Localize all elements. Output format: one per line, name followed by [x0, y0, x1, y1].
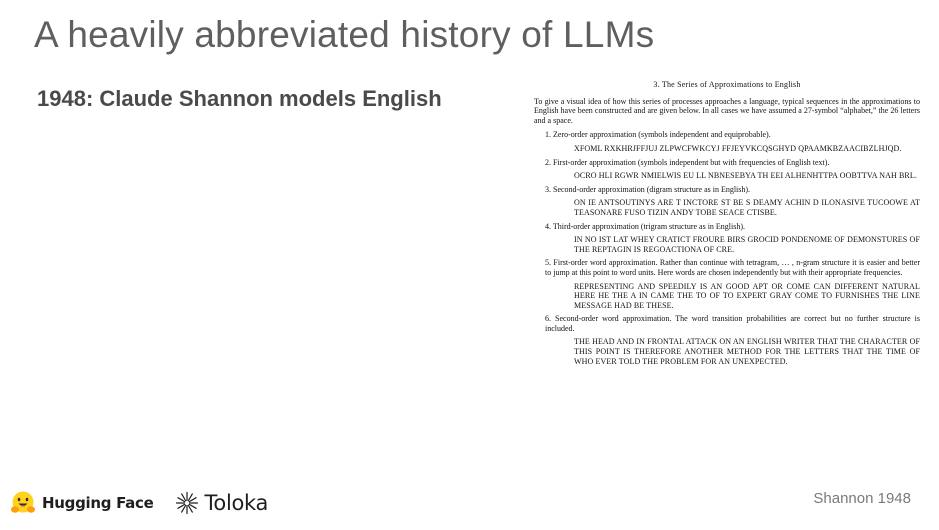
- approximation-label: 4. Third-order approximation (trigram structure as in English).: [545, 221, 746, 231]
- approximation-label: 3. Second-order approximation (digram structure as in English).: [545, 184, 751, 194]
- approximation-item: [534, 185, 920, 218]
- hugging-face-emoji-icon: [10, 490, 36, 516]
- toloka-wordmark: Toloka: [204, 491, 269, 515]
- approximation-item: [534, 158, 920, 181]
- approximation-item: [534, 258, 920, 310]
- intro-paragraph: To give a visual idea of how this series of processes approaches a language, typical sequences in the approximations to English have been constructed and are given below. In all cases we have assumed a 27-symbol “alphabet,” the 26 letters and a space.: [534, 96, 920, 125]
- slide-subtitle: 1948: Claude Shannon models English: [37, 86, 442, 111]
- citation: Shannon 1948: [813, 490, 911, 507]
- approximation-item: [534, 130, 920, 153]
- approximation-item: [534, 314, 920, 366]
- approximation-label: 5. First-order word approximation. Rather than continue with tetragram, … , n-gram structure it is easier and better to jump at this point to word units. Here words are chosen independently but with their appropriate frequencies.: [545, 258, 920, 277]
- approximation-sample: REPRESENTING AND SPEEDILY IS AN GOOD APT OR COME CAN DIFFERENT NATURAL HERE HE THE A IN CAME THE TO OF TO EXPERT GRAY COME TO FURNISHES THE LINE MESSAGE HAD BE THESE.: [574, 281, 920, 310]
- approximation-label: 2. First-order approximation (symbols independent but with frequencies of English text).: [545, 157, 830, 167]
- approximation-sample: IN NO IST LAT WHEY CRATICT FROURE BIRS GROCID PONDENOME OF DEMONSTURES OF THE REPTAGIN IS REGOACTIONA OF CRE.: [574, 235, 920, 254]
- paper-excerpt: [534, 80, 920, 370]
- approximation-label: 1. Zero-order approximation (symbols independent and equiprobable).: [545, 130, 771, 140]
- approximation-sample: THE HEAD AND IN FRONTAL ATTACK ON AN ENGLISH WRITER THAT THE CHARACTER OF THIS POINT IS THEREFORE ANOTHER METHOD FOR THE LETTERS THAT THE TIME OF WHO EVER TOLD THE PROBLEM FOR AN UNEXPECTED.: [574, 337, 920, 366]
- footer-logos: [10, 488, 268, 518]
- section-heading: 3. The Series of Approximations to English: [653, 80, 801, 89]
- hugging-face-logo: [10, 490, 153, 516]
- hugging-face-wordmark: Hugging Face: [42, 494, 154, 512]
- toloka-burst-icon: [175, 491, 199, 515]
- approximation-sample: OCRO HLI RGWR NMIELWIS EU LL NBNESEBYA TH EEI ALHENHTTPA OOBTTVA NAH BRL.: [574, 171, 917, 181]
- toloka-logo: [175, 491, 268, 515]
- approximation-item: [534, 222, 920, 255]
- approximation-sample: XFOML RXKHRJFFJUJ ZLPWCFWKCYJ FFJEYVKCQSGHYD QPAAMKBZAACIBZLHJQD.: [574, 143, 902, 153]
- slide-title: A heavily abbreviated history of LLMs: [34, 14, 655, 55]
- approximation-label: 6. Second-order word approximation. The word transition probabilities are correct but no further structure is included.: [545, 314, 920, 333]
- approximation-sample: ON IE ANTSOUTINYS ARE T INCTORE ST BE S DEAMY ACHIN D ILONASIVE TUCOOWE AT TEASONARE FUSO TIZIN ANDY TOBE SEACE CTISBE.: [574, 198, 920, 217]
